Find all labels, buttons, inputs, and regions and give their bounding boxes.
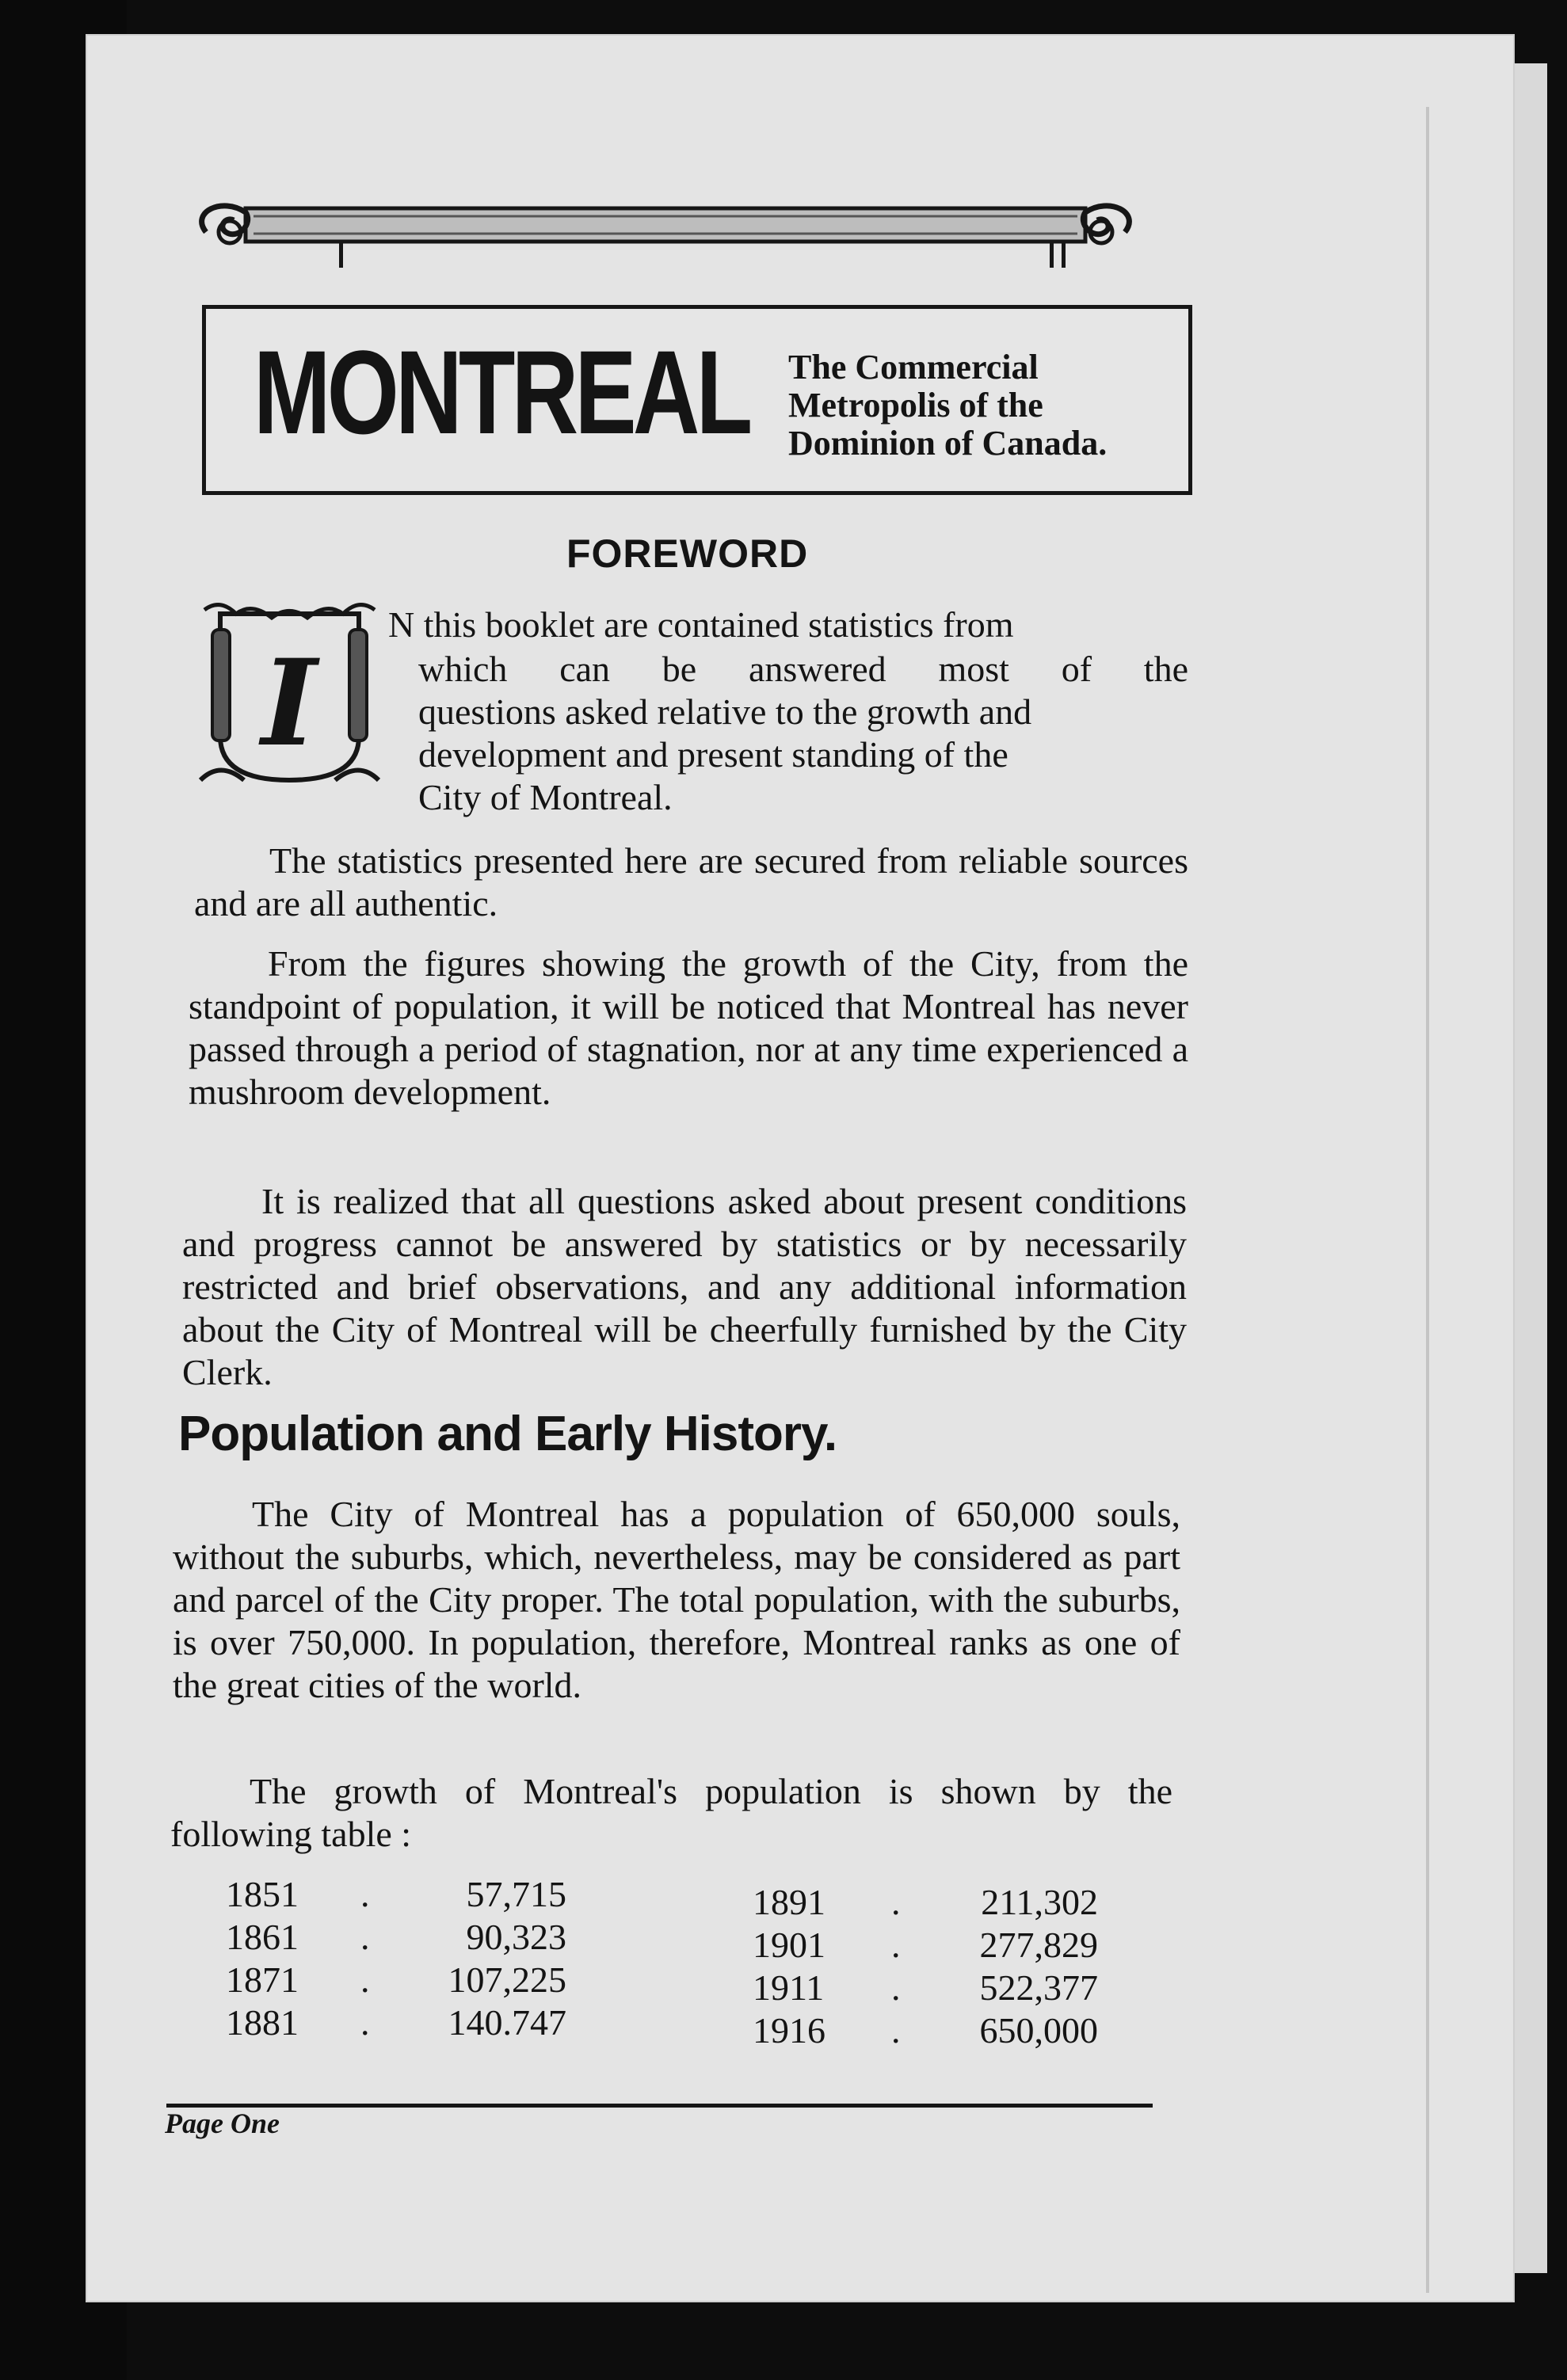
foreword-paragraph-1 bbox=[418, 648, 1188, 819]
subtitle-line: The Commercial bbox=[788, 348, 1039, 387]
population-value: 140.747 bbox=[448, 2002, 566, 2043]
population-paragraph-2: The growth of Montreal's population is shown by the following table : bbox=[170, 1771, 1172, 1854]
foreword-first-line: N this booklet are contained statistics from bbox=[388, 604, 1014, 645]
table-row bbox=[226, 1959, 566, 2001]
leader-dot: . bbox=[360, 1917, 370, 1957]
drop-cap-letter: I bbox=[261, 634, 318, 773]
table-row bbox=[753, 2009, 1098, 2052]
population-heading: Population and Early History. bbox=[178, 1407, 837, 1461]
population-value: 522,377 bbox=[979, 1967, 1098, 2008]
population-table-right bbox=[753, 1881, 1098, 2052]
year: 1861 bbox=[226, 1917, 299, 1957]
table-row bbox=[753, 1924, 1098, 1967]
population-value: 90,323 bbox=[466, 1917, 566, 1957]
population-value: 277,829 bbox=[979, 1925, 1098, 1965]
drop-cap-ornament bbox=[196, 598, 383, 788]
leader-dot: . bbox=[891, 1967, 901, 2008]
sign-subtitle bbox=[788, 348, 1169, 463]
table-row bbox=[753, 1881, 1098, 1924]
population-paragraph-1: The City of Montreal has a population of 650,000 souls, without the suburbs, which, nevertheless, may be considered as part and parcel of the City proper. The total population, with the suburbs, is over 750,000. In population, therefore, Montreal ranks as one of the great cities of the world. bbox=[173, 1494, 1180, 1705]
montreal-sign bbox=[202, 305, 1192, 495]
table-row bbox=[753, 1967, 1098, 2009]
year: 1851 bbox=[226, 1874, 299, 1914]
page-fold-line bbox=[1426, 107, 1429, 2293]
leader-dot: . bbox=[360, 1874, 370, 1914]
footer-rule bbox=[166, 2104, 1153, 2108]
population-value: 211,302 bbox=[981, 1882, 1098, 1922]
subtitle-line: Dominion of Canada. bbox=[788, 424, 1108, 463]
year: 1911 bbox=[753, 1967, 825, 2008]
leader-dot: . bbox=[891, 1882, 901, 1922]
table-row bbox=[226, 1873, 566, 1916]
text-line: which can be answered most of the bbox=[418, 649, 1188, 689]
text-line: City of Montreal. bbox=[418, 777, 673, 817]
leader-dot: . bbox=[360, 2002, 370, 2043]
population-value: 650,000 bbox=[979, 2010, 1098, 2051]
text-line: questions asked relative to the growth and bbox=[418, 691, 1032, 732]
foreword-paragraph-2: The statistics presented here are secured from reliable sources and are all authentic. bbox=[194, 840, 1188, 923]
foreword-paragraph-3: From the figures showing the growth of the City, from the standpoint of population, it will be noticed that Montreal has never passed through a period of stagnation, nor at any time experienced a mushroom development. bbox=[189, 943, 1188, 1112]
leader-dot: . bbox=[891, 2010, 901, 2051]
population-table-left bbox=[226, 1873, 566, 2044]
table-row bbox=[226, 2001, 566, 2044]
leader-dot: . bbox=[360, 1959, 370, 2000]
table-row bbox=[226, 1916, 566, 1959]
ornamental-sign-bar bbox=[190, 196, 1141, 268]
foreword-paragraph-4: It is realized that all questions asked about present conditions and progress cannot be answered by statistics or by necessarily restricted and brief observations, and any additional information about the City of Montreal will be cheerfully furnished by the City Clerk. bbox=[182, 1181, 1187, 1392]
year: 1891 bbox=[753, 1882, 825, 1922]
population-value: 57,715 bbox=[466, 1874, 566, 1914]
page-number: Page One bbox=[165, 2108, 280, 2139]
population-value: 107,225 bbox=[448, 1959, 566, 2000]
year: 1916 bbox=[753, 2010, 825, 2051]
year: 1871 bbox=[226, 1959, 299, 2000]
subtitle-line: Metropolis of the bbox=[788, 386, 1043, 425]
year: 1901 bbox=[753, 1925, 825, 1965]
text-line: development and present standing of the bbox=[418, 734, 1008, 775]
leader-dot: . bbox=[891, 1925, 901, 1965]
year: 1881 bbox=[226, 2002, 299, 2043]
foreword-heading: FOREWORD bbox=[566, 531, 809, 576]
sign-title: MONTREAL bbox=[254, 326, 749, 459]
